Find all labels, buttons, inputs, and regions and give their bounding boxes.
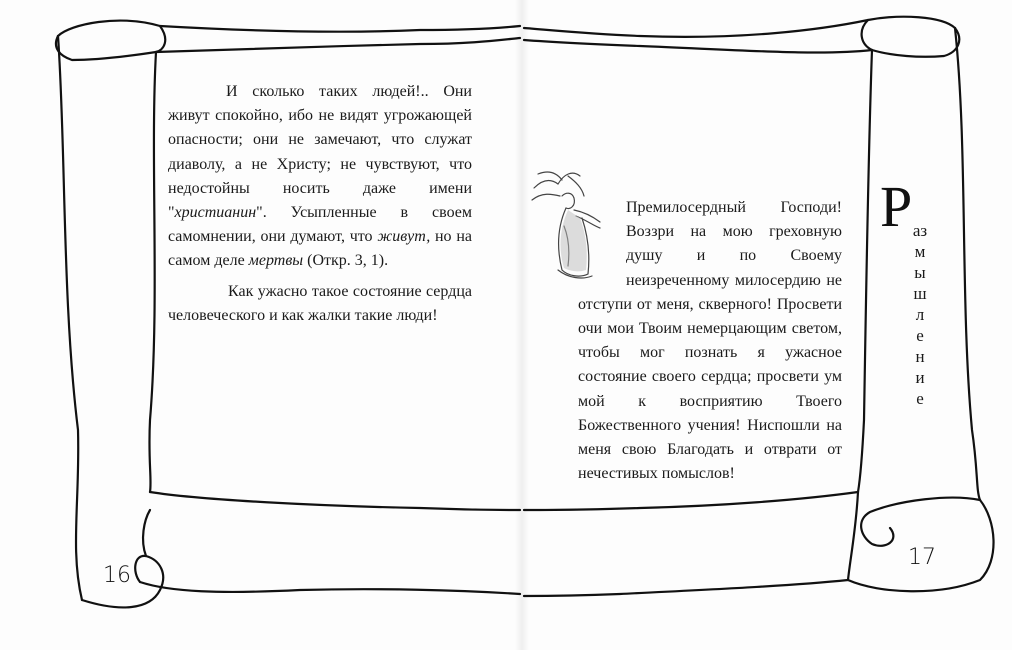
prayer-figure-spacer <box>578 196 626 284</box>
section-title-vertical <box>876 174 936 408</box>
left-page-text <box>168 80 472 328</box>
section-title-initial: Р <box>880 174 913 239</box>
prayer-text: Премилосердный Господи! Воззри на мою греховную душу и по Своему неизреченному милосердию не отступи от меня, скверного! Просвети очи мои Твоим немерцающим светом, чтобы мог познать я ужасное состояние своего сердца; просвети ум мой к восприятию Твоего Божественного учения! Ниспошли на меня свою Благодать и отврати от нечестивых помыслов! <box>578 196 842 486</box>
page-number-right: 17 <box>908 545 936 570</box>
page-number-left: 16 <box>103 563 131 588</box>
left-paragraph-1: И сколько таких людей!.. Они живут спокойно, ибо не видят угрожающей опасности; они не замечают, что служат диаволу, а не Христу; не чувствуют, что недостойны носить даже имени "христианин". Усыпленные в своем самомнении, они думают, что живут, но на самом деле мертвы (Откр. 3, 1). <box>168 83 472 270</box>
right-page-prayer <box>578 196 842 486</box>
book-gutter <box>515 0 529 650</box>
left-paragraph-2: Как ужасно такое состояние сердца человеческого и как жалки такие люди! <box>168 282 472 324</box>
section-title-rest: азмышление <box>912 221 928 408</box>
